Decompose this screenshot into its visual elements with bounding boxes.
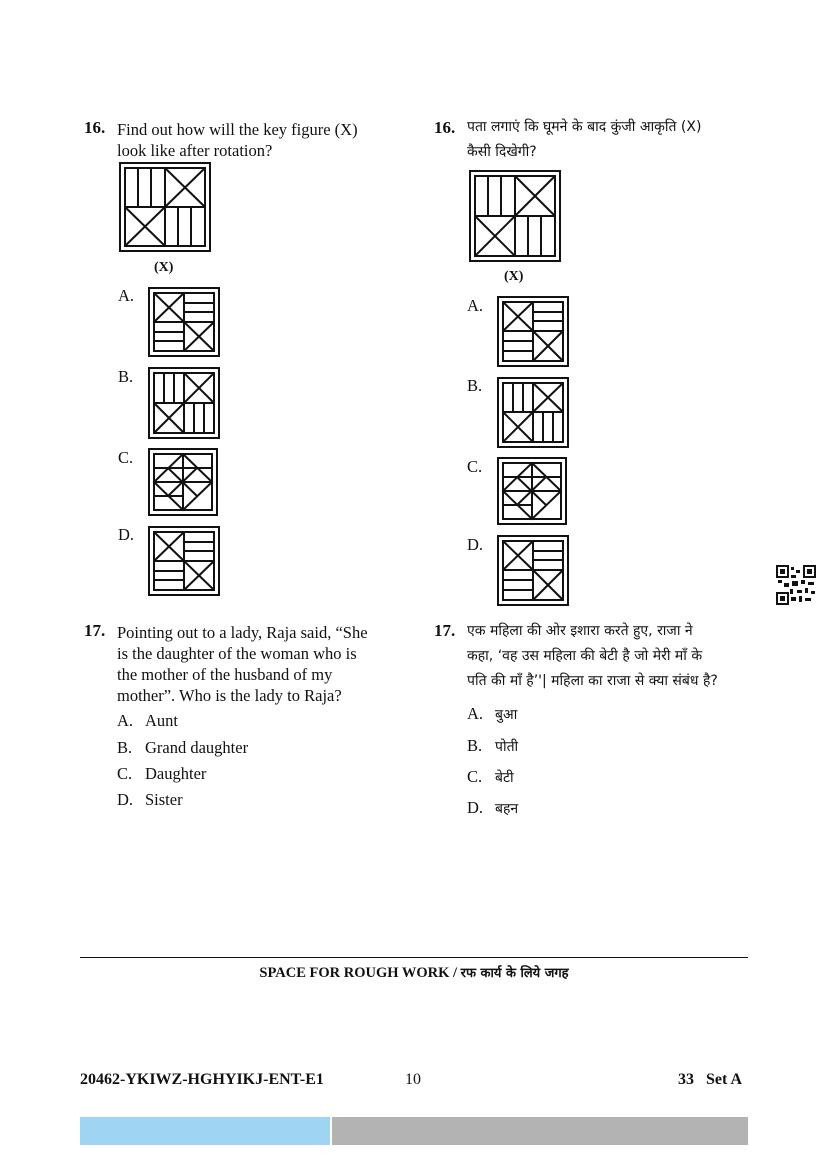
- question-16-text: [117, 119, 358, 161]
- question-17-text-line-1: Pointing out to a lady, Raja said, “She: [117, 623, 368, 642]
- q17-option-a-hi-letter: A.: [467, 704, 484, 723]
- q16-option-d-figure-hi: [497, 535, 569, 606]
- q17-option-d-text: Sister: [145, 790, 183, 809]
- question-17-text-line-4: mother”. Who is the lady to Raja?: [117, 686, 342, 705]
- q17-option-b: [117, 738, 248, 758]
- rough-work-label-en: SPACE FOR ROUGH WORK /: [259, 965, 461, 981]
- q16-option-c-label-hi: C.: [467, 457, 483, 476]
- q16-option-b-label-hi: B.: [467, 376, 483, 395]
- q17-option-d-hi-text: बहन: [495, 801, 519, 817]
- q16-option-c-figure: [148, 448, 218, 516]
- question-17-number-hi: 17.: [434, 621, 456, 640]
- q17-option-d-hi: [467, 798, 518, 818]
- question-17-text: [117, 622, 368, 706]
- footer-bar-right: [332, 1117, 748, 1145]
- q16-option-c-label: C.: [118, 448, 134, 467]
- q17-option-d: [117, 790, 183, 810]
- q17-option-b-text: Grand daughter: [145, 738, 249, 757]
- q17-option-c-text: Daughter: [145, 764, 207, 783]
- q17-option-a-hi: [467, 704, 517, 724]
- key-figure-x-hi: [469, 170, 561, 262]
- question-17-text-hi-line-2: कहा, ‘वह उस महिला की बेटी है जो मेरी माँ के: [467, 648, 703, 664]
- q16-option-b-figure-hi: [497, 377, 569, 448]
- q17-option-c: [117, 764, 206, 784]
- q16-option-d-figure: [148, 526, 220, 596]
- rough-work-divider: [80, 957, 748, 958]
- footer-bar-left: [80, 1117, 330, 1145]
- q16-option-d-label-hi: D.: [467, 535, 484, 554]
- footer-code: 20462-YKIWZ-HGHYIKJ-ENT-E1: [80, 1071, 324, 1088]
- q17-option-c-hi-text: बेटी: [495, 770, 514, 786]
- q17-option-a: [117, 711, 178, 731]
- q16-option-d-label: D.: [118, 525, 135, 544]
- question-17-text-line-2: is the daughter of the woman who is: [117, 644, 357, 663]
- footer-set-label: Set A: [706, 1071, 742, 1088]
- q17-option-a-letter: A.: [117, 711, 134, 730]
- q17-option-b-hi-letter: B.: [467, 736, 483, 755]
- q16-option-a-figure-hi: [497, 296, 569, 367]
- question-16-text-line-2: look like after rotation?: [117, 141, 273, 160]
- q17-option-b-hi-text: पोती: [495, 739, 519, 755]
- q17-option-c-letter: C.: [117, 764, 133, 783]
- q17-option-d-hi-letter: D.: [467, 798, 484, 817]
- question-17-text-hi-line-3: पति की माँ है’'| महिला का राजा से क्या संबंध है?: [467, 673, 718, 689]
- q17-option-a-hi-text: बुआ: [495, 707, 518, 723]
- q16-option-a-label-hi: A.: [467, 296, 484, 315]
- rough-work-label-hi: रफ कार्य के लिये जगह: [460, 966, 569, 981]
- rough-work-label: [80, 963, 748, 982]
- question-16-number-hi: 16.: [434, 118, 456, 137]
- footer-set-number: 33: [678, 1071, 694, 1088]
- q17-option-a-text: Aunt: [145, 711, 178, 730]
- question-16-text-hi-line-2: कैसी दिखेगी?: [467, 144, 537, 160]
- q16-option-a-label: A.: [118, 286, 135, 305]
- q16-option-c-figure-hi: [497, 457, 567, 525]
- q17-option-b-hi: [467, 736, 518, 756]
- q17-option-b-letter: B.: [117, 738, 133, 757]
- question-17-text-line-3: the mother of the husband of my: [117, 665, 333, 684]
- question-16-text-hi: [467, 115, 701, 165]
- qr-code-icon: [776, 565, 816, 605]
- question-16-number: 16.: [84, 118, 106, 137]
- q17-option-d-letter: D.: [117, 790, 134, 809]
- q17-option-c-hi: [467, 767, 514, 787]
- key-figure-x: [119, 162, 211, 252]
- key-figure-label: (X): [154, 260, 174, 275]
- q16-option-b-figure: [148, 367, 220, 439]
- question-17-text-hi-line-1: एक महिला की ओर इशारा करते हुए, राजा ने: [467, 623, 693, 639]
- question-16-text-hi-line-1: पता लगाएं कि घूमने के बाद कुंजी आकृति (X): [467, 119, 702, 135]
- question-17-number: 17.: [84, 621, 106, 640]
- q17-option-c-hi-letter: C.: [467, 767, 483, 786]
- page-number: 10: [405, 1071, 421, 1088]
- question-16-text-line-1: Find out how will the key figure (X): [117, 120, 358, 139]
- q16-option-a-figure: [148, 287, 220, 357]
- question-17-text-hi: [467, 619, 718, 694]
- q16-option-b-label: B.: [118, 367, 134, 386]
- key-figure-label-hi: (X): [504, 269, 524, 284]
